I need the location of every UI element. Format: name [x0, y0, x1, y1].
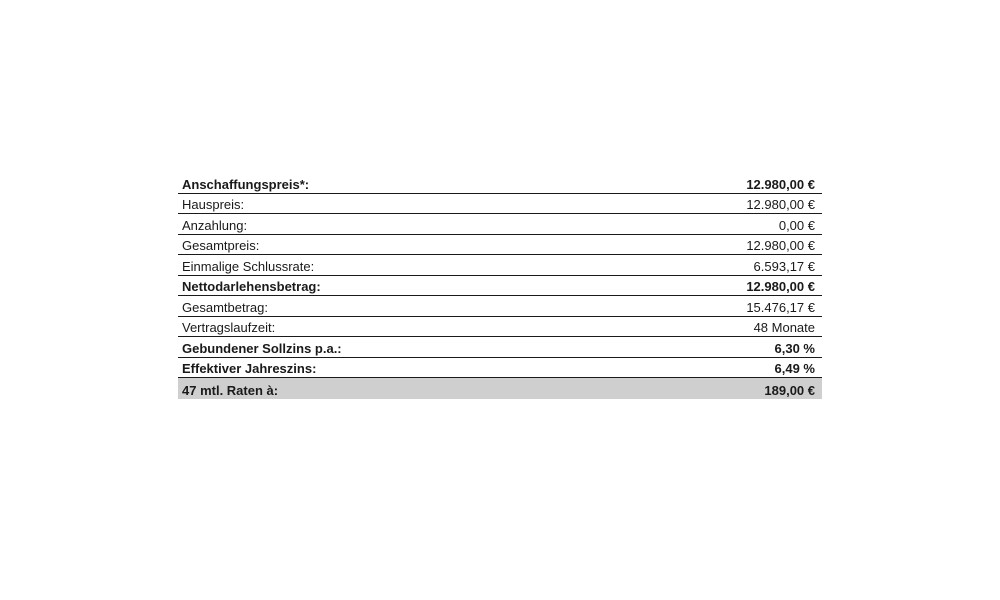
row-label: Gebundener Sollzins p.a.: [182, 340, 342, 356]
row-jahreszins [178, 358, 822, 379]
row-sollzins [178, 337, 822, 358]
row-value: 12.980,00 € [746, 279, 815, 294]
row-label: Nettodarlehensbetrag: [182, 279, 321, 294]
row-value: 6,30 % [774, 340, 815, 356]
row-value: 12.980,00 € [746, 238, 815, 253]
row-nettodarlehensbetrag [178, 276, 822, 297]
row-label: Gesamtbetrag: [182, 299, 268, 315]
row-value: 12.980,00 € [746, 176, 815, 192]
row-gesamtbetrag [178, 296, 822, 317]
row-label: Gesamtpreis: [182, 238, 260, 253]
row-value: 15.476,17 € [746, 299, 815, 315]
row-anzahlung [178, 214, 822, 235]
row-vertragslaufzeit [178, 317, 822, 338]
row-value: 6.593,17 € [753, 258, 815, 274]
row-schlussrate [178, 255, 822, 276]
financing-table [178, 173, 822, 399]
row-gesamtpreis [178, 235, 822, 256]
row-label: Anschaffungspreis*: [182, 176, 310, 192]
row-label: Anzahlung: [182, 217, 248, 233]
row-monatsrate [178, 378, 822, 399]
row-label: Einmalige Schlussrate: [182, 258, 315, 274]
row-value: 189,00 € [764, 382, 815, 398]
row-label: Vertragslaufzeit: [182, 320, 276, 335]
row-label: 47 mtl. Raten à: [182, 382, 279, 398]
row-value: 12.980,00 € [746, 197, 815, 212]
row-label: Hauspreis: [182, 197, 245, 212]
row-label: Effektiver Jahreszins: [182, 361, 317, 376]
row-anschaffungspreis [178, 173, 822, 194]
row-value: 6,49 % [774, 361, 815, 376]
row-hauspreis [178, 194, 822, 215]
row-value: 0,00 € [778, 217, 815, 233]
row-value: 48 Monate [753, 320, 815, 335]
